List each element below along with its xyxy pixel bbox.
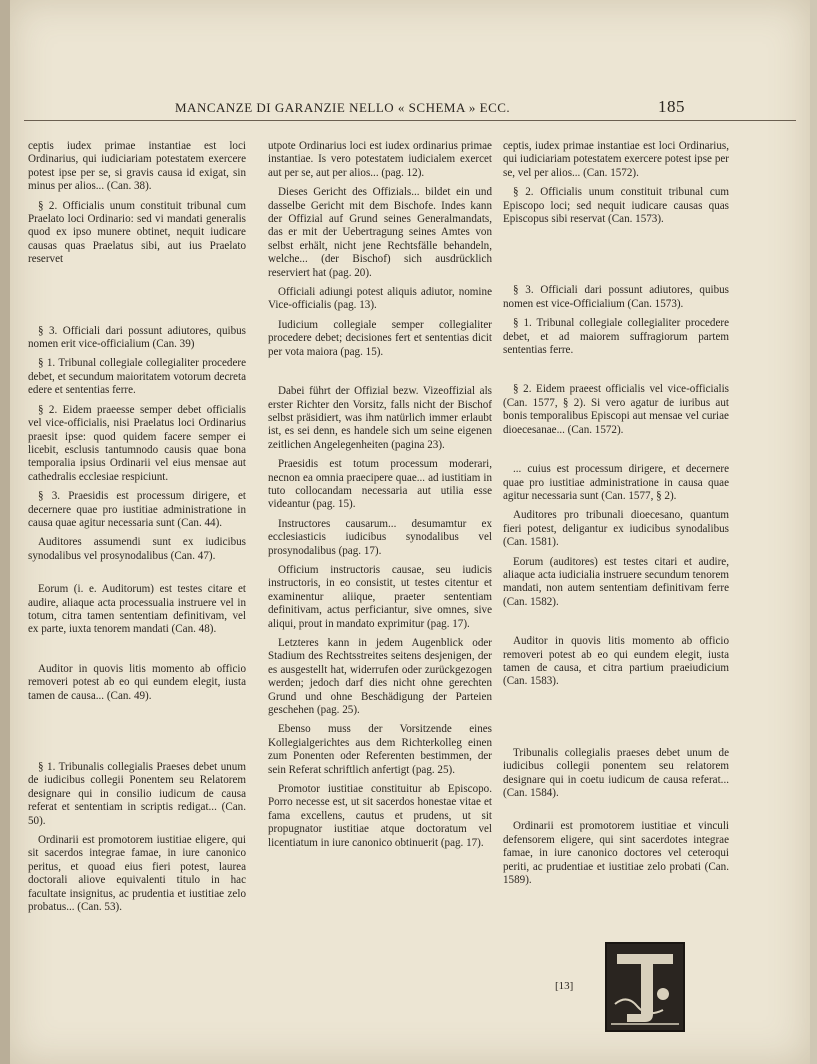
paragraph: Tribunalis collegialis praeses debet unum de iudicibus collegii ponentem seu relatorem designare qui in coetu iudicum de causa referat... (Can. 1584). [503,746,729,799]
paragraph: § 2. Officialis unum constituit tribunal cum Episcopo loci; sed nequit iudicare causas quas Episcopus sibi reservat (Can. 1573). [503,186,729,226]
paragraph: § 3. Praesidis est processum dirigere, et decernere quae pro iustitiae administratione in causa quae agitur necessaria sunt (Can. 44). [28,490,246,529]
paragraph: Officium instructoris causae, seu iudicis instructoris, in eo consistit, ut testes citentur et examinentur aliique, praeter sententiam definitivam, actus perficiantur, sive omnes, sive aliqui, prout in mandato exprimitur (pag. 17). [268,563,492,630]
paragraph: ceptis, iudex primae instantiae est loci Ordinarius, qui iudiciariam potestatem exercere potest ipse per se, vel per alios... (Can. 1572). [503,140,729,179]
paragraph: Auditores pro tribunali dioecesano, quantum fieri potest, deligantur ex iudicibus synodalibus (Can. 1581). [503,509,729,549]
paragraph: § 2. Officialis unum constituit tribunal cum Praelato loci Ordinario: sed vi mandati generalis quod ex ipso munere obtinet, nequit iudicare causas quas Praelatus sibi, aut ius Praelato reservet [28,199,246,266]
paragraph: Ordinarii est promotorem iustitiae eligere, qui sit sacerdos integrae famae, in iure canonico peritus, et quoad eius fieri potest, laurea doctorali aliove equivalenti titulo in hac facultate insignitus, ac prudentia et iustitiae zelo probatus... (Can. 53). [28,834,246,914]
paragraph: Promotor iustitiae constituitur ab Episcopo. Porro necesse est, ut sit sacerdos honestae vitae et fama excellens, cautus et prudens, ut sit propugnator iustitiae atque doctoratum vel licentiatum in iure canonico obtinuerit (pag. 17). [268,783,492,849]
paragraph: § 3. Officiali dari possunt adiutores, quibus nomen est vice-Officialium (Can. 1573). [503,284,729,310]
paragraph: Dieses Gericht des Offizials... bildet ein und dasselbe Gericht mit dem Bischofe. Indes kann der Offizial auf Grund seines Generalmandats, das er mit der Uebertragung seines Amtes von selbst erhält, nicht jene Rechtsfälle behandeln, welche... (der Bischof) sich ausdrücklich reserviert hat (pag. 20). [268,186,492,279]
paragraph: Auditor in quovis litis momento ab officio removeri potest ab eo qui eundem elegit, iusta tamen de causa, et citra partium praeiudicium (Can. 1583). [503,635,729,688]
column-schema [28,140,246,920]
paragraph: § 2. Eidem praeest officialis vel vice-officialis (Can. 1577, § 2). Si vero agatur de iuribus aut bonis temporalibus Episcopi aut mensae vel curiae dioecesanae... (Can. 1572). [503,383,729,436]
paragraph: § 3. Officiali dari possunt adiutores, quibus nomen erit vice-officialium (Can. 39) [28,324,246,351]
paragraph: § 1. Tribunal collegiale collegialiter procedere debet, et ad maiorem suffragiorum partem sententias ferre. [503,317,729,357]
paragraph: Ebenso muss der Vorsitzende eines Kollegialgerichtes aus dem Richterkolleg einen zum Ponenten oder Referenten bestimmen, der sein Referat schriftlich anfertigt (pag. 25). [268,723,492,776]
paragraph: Officiali adiungi potest aliquis adiutor, nomine Vice-officialis (pag. 13). [268,286,492,312]
column-codex [503,140,729,893]
header-title: MANCANZE DI GARANZIE NELLO « SCHEMA » ECC. [175,100,511,115]
page-gutter [0,0,10,1064]
column-commentary [268,140,492,856]
paragraph: Instructores causarum... desumamtur ex ecclesiasticis iudicibus synodalibus vel prosynodalibus (pag. 17). [268,517,492,557]
header-rule [24,120,796,121]
paragraph: § 2. Eidem praeesse semper debet officialis vel vice-officialis, nisi Praelatus loci Ordinarius praesit ipse: quod quidem facere semper ei licebit, esclusis tantumnodo causis quae bona temporalia ipsius Ordinarii vel eius mensae aut cathedralis ecclesiae respiciunt. [28,403,246,483]
paragraph: Eorum (auditores) est testes citari et audire, aliaque acta iudicialia instruere secundum tenorem mandati, non autem sententiam definitivam ferre (Can. 1582). [503,555,729,608]
paragraph: Letzteres kann in jedem Augenblick oder Stadium des Rechtsstreites seitens desjenigen, der es ausgestellt hat, widerrufen oder zurückgezogen werden; jedoch darf dies nicht ohne gerechten Grund und ohne Beschädigung der Parteien geschehen (pag. 25). [268,637,492,717]
signature-mark: [13] [555,980,574,992]
paragraph: ... cuius est processum dirigere, et decernere quae pro iustitiae administratione in causa quae agitur necessaria sunt (Can. 1577, § 2). [503,463,729,502]
paragraph: § 1. Tribunal collegiale collegialiter procedere debet, et secundum maioritatem votorum decreta edere et sententias ferre. [28,357,246,397]
decorative-vignette-icon [605,942,685,1032]
paragraph: Auditores assumendi sunt ex iudicibus synodalibus vel prosynodalibus (Can. 47). [28,536,246,562]
paragraph: Eorum (i. e. Auditorum) est testes citare et audire, aliaque acta processualia instruere vel in totum, citra tamen sententiam definitivam, vel ex parte, iuxta tenorem mandati (Can. 48). [28,583,246,636]
page-number: 185 [658,97,685,116]
paragraph: Ordinarii est promotorem iustitiae et vinculi defensorem eligere, qui sint sacerdotes integrae famae, in iure canonico doctores vel ceteroqui periti, ac prudentiae et iustitiae zelo probati (Can. 1589). [503,820,729,887]
paragraph: ceptis iudex primae instantiae est loci Ordinarius, qui iudiciariam potestatem exercere potest ipse per se, si gravis causa id exigat, sin minus per alios... (Can. 38). [28,140,246,193]
paragraph: utpote Ordinarius loci est iudex ordinarius primae instantiae. Is vero potestatem iudicialem exercet aut per se, aut per alios... (pag. 12). [268,140,492,179]
paragraph: Praesidis est totum processum moderari, necnon ea omnia praecipere quae... ad iustitiam in tuto collocandam necessaria aut utilia esse videantur (pag. 15). [268,458,492,511]
paragraph: Iudicium collegiale semper collegialiter procedere debet; decisiones fert et sententias dicit per vota maiora (pag. 15). [268,318,492,358]
paragraph: § 1. Tribunalis collegialis Praeses debet unum de iudicibus collegii Ponentem seu Relatorem designare qui in consilio iudicum de causa referat et sententiam in scriptis redigat... (Can. 50). [28,761,246,827]
paragraph: Dabei führt der Offizial bezw. Vizeoffizial als erster Richter den Vorsitz, falls nicht der Bischof selbst präsidiert, was ihm natürlich immer erlaubt ist, es sei denn, es handele sich um seine eigenen zeitlichen Angelegenheiten (pagina 23). [268,385,492,451]
paragraph: Auditor in quovis litis momento ab officio removeri potest ab eo qui eundem elegit, iusta tamen de causa... (Can. 49). [28,662,246,702]
